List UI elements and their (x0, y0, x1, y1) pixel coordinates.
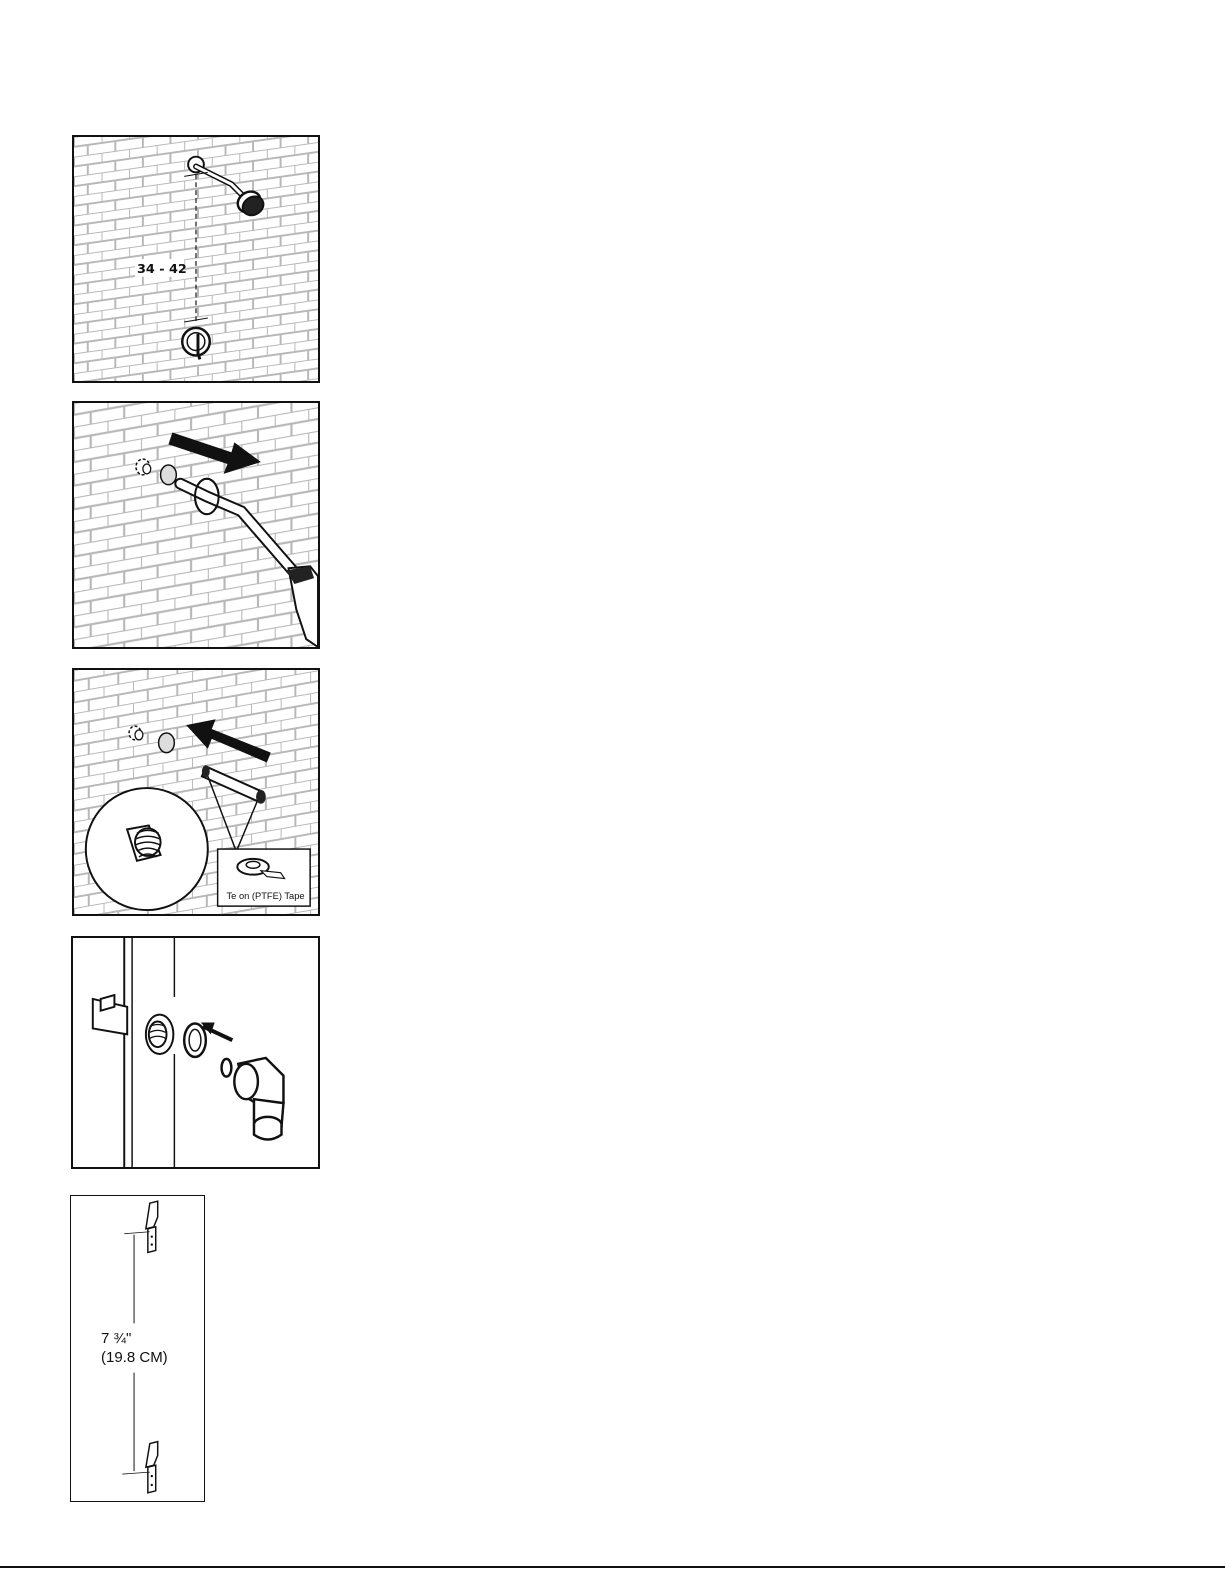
step-5-panel (70, 1195, 205, 1502)
shower-height-illustration (74, 137, 318, 381)
wall-flange-icon (146, 1015, 174, 1054)
remove-arm-illustration (74, 403, 318, 647)
apply-tape-illustration (74, 670, 318, 914)
bracket-spacing-inches: 7 ¾" (101, 1330, 132, 1347)
tile-wall (74, 403, 318, 647)
o-ring-icon (222, 1059, 232, 1077)
bracket-spacing-cm: (19.8 CM) (101, 1349, 168, 1366)
washer-icon (161, 465, 177, 485)
step-3-panel (72, 668, 320, 916)
detail-inset (86, 788, 208, 910)
step-2-panel (72, 401, 320, 649)
step-4-panel (71, 936, 320, 1169)
step-1-panel (72, 135, 320, 383)
pipe-opening-icon (136, 459, 151, 475)
ptfe-tape-box (218, 849, 310, 906)
ptfe-tape-label: Te on (PTFE) Tape (226, 891, 305, 902)
footer-rule (0, 1566, 1225, 1568)
elbow-fitting-illustration (73, 938, 318, 1167)
gasket-icon (184, 1024, 206, 1057)
dimension-label: 34 - 42 (136, 261, 187, 277)
bracket-spacing-label (101, 1329, 168, 1367)
washer-icon (159, 733, 175, 753)
